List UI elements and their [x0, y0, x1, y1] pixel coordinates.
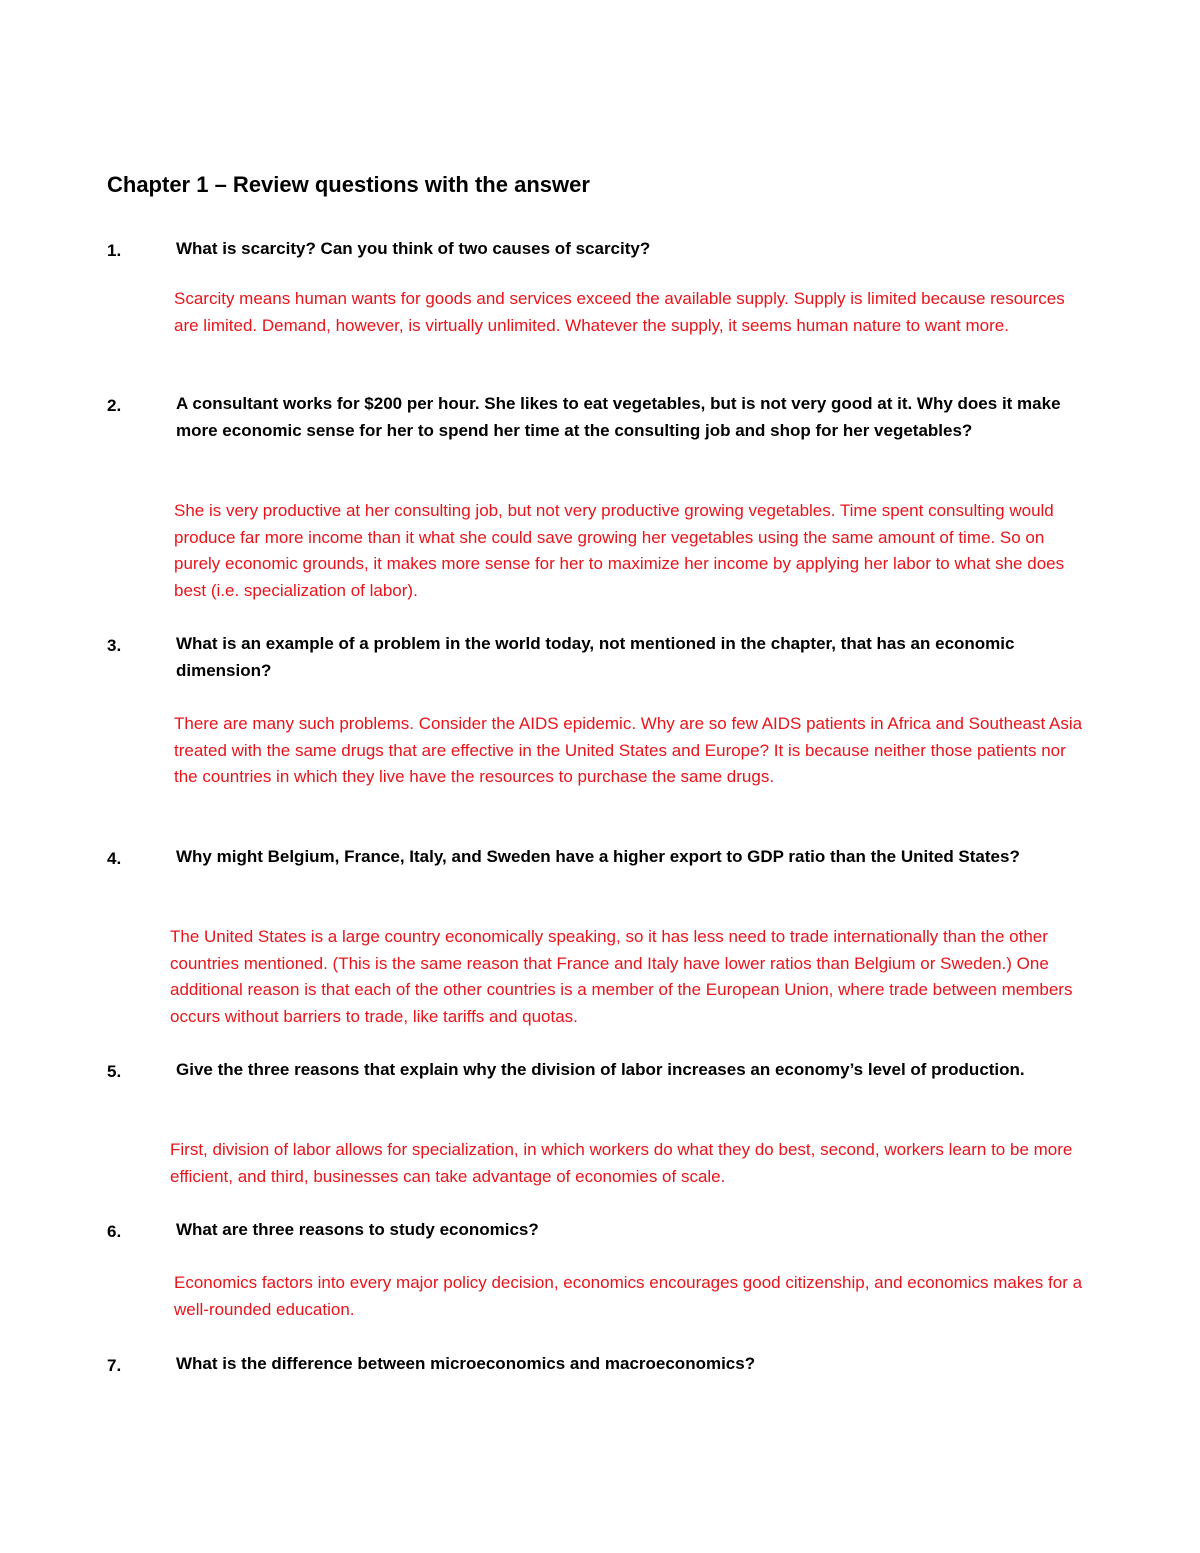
question-number-6: 6. [107, 1222, 122, 1241]
question-number-2: 2. [107, 396, 122, 415]
question-number-5: 5. [107, 1062, 122, 1081]
question-3: What is an example of a problem in the world today, not mentioned in the chapter, that has an economic dimension? [176, 634, 1015, 680]
question-5: Give the three reasons that explain why the division of labor increases an economy’s level of production. [176, 1060, 1025, 1079]
question-6: What are three reasons to study economics? [176, 1220, 539, 1239]
page-title: Chapter 1 – Review questions with the answer [107, 172, 590, 197]
answer-2: She is very productive at her consulting job, but not very productive growing vegetables. Time spent consulting would produce far more income than it what she could save growing her vegetables using the same amount of time. So on purely economic grounds, it makes more sense for her to maximize her income by applying her labor to what she does best (i.e. specialization of labor). [174, 501, 1065, 600]
question-1: What is scarcity? Can you think of two causes of scarcity? [176, 239, 651, 258]
question-2: A consultant works for $200 per hour. She likes to eat vegetables, but is not very good at it. Why does it make more economic sense for her to spend her time at the consulting job and shop for her vegetables? [176, 394, 1061, 440]
answer-3: There are many such problems. Consider the AIDS epidemic. Why are so few AIDS patients in Africa and Southeast Asia treated with the same drugs that are effective in the United States and Europe? It is because neither those patients nor the countries in which they live have the resources to purchase the same drugs. [174, 714, 1083, 786]
question-4: Why might Belgium, France, Italy, and Sweden have a higher export to GDP ratio than the United States? [176, 847, 1020, 866]
question-number-3: 3. [107, 636, 122, 655]
answer-5: First, division of labor allows for specialization, in which workers do what they do best, second, workers learn to be more efficient, and third, businesses can take advantage of economies of scale. [170, 1140, 1073, 1186]
answer-6: Economics factors into every major policy decision, economics encourages good citizenship, and economics makes for a well-rounded education. [174, 1273, 1083, 1319]
question-number-1: 1. [107, 241, 122, 260]
question-number-4: 4. [107, 849, 122, 868]
answer-1: Scarcity means human wants for goods and services exceed the available supply. Supply is limited because resources are limited. Demand, however, is virtually unlimited. Whatever the supply, it seems human nature to want more. [174, 289, 1065, 335]
answer-4: The United States is a large country economically speaking, so it has less need to trade internationally than the other countries mentioned. (This is the same reason that France and Italy have lower ratios than Belgium or Sweden.) One additional reason is that each of the other countries is a member of the European Union, where trade between members occurs without barriers to trade, like tariffs and quotas. [170, 927, 1073, 1026]
question-number-7: 7. [107, 1356, 122, 1375]
question-7: What is the difference between microeconomics and macroeconomics? [176, 1354, 756, 1373]
